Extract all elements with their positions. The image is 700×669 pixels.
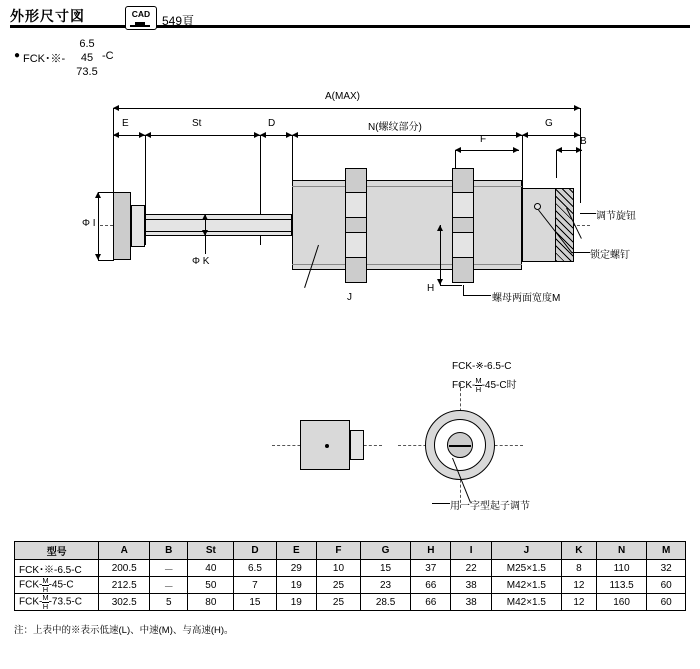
cylinder-body xyxy=(292,180,522,270)
model-prefix: FCK･※- xyxy=(23,53,66,65)
cell-d: 6.5 xyxy=(234,560,276,577)
cell-n: 160 xyxy=(596,594,647,611)
detail-slot-icon xyxy=(449,445,471,447)
cell-j: M42×1.5 xyxy=(491,594,561,611)
cell-st: 80 xyxy=(188,594,234,611)
cell-k: 8 xyxy=(561,560,596,577)
piston-rod xyxy=(145,214,292,236)
cell-model-frac-bottom: H xyxy=(42,601,49,611)
mount-flange xyxy=(113,192,131,260)
cad-icon[interactable] xyxy=(125,6,157,30)
cell-m: 32 xyxy=(647,560,686,577)
dim-line-h xyxy=(440,225,441,285)
table-head xyxy=(15,542,686,560)
dim-label-b: B xyxy=(580,136,587,147)
ext-line-a-right xyxy=(580,108,581,203)
callout-lock-screw: 锁定螺钉 xyxy=(590,250,630,261)
table-row xyxy=(15,594,686,611)
model-size-stack xyxy=(74,37,100,79)
model-suffix: -C xyxy=(102,50,114,62)
cell-f: 25 xyxy=(316,594,360,611)
cell-model-prefix: FCK- xyxy=(19,579,43,591)
cad-icon-label: CAD xyxy=(131,9,151,19)
cell-e: 29 xyxy=(276,560,316,577)
lock-nut-1-flat-b xyxy=(345,232,367,258)
th-model: 型号 xyxy=(15,542,99,560)
lock-screw xyxy=(534,203,541,210)
cell-g: 15 xyxy=(360,560,410,577)
cell-model-frac-bottom: H xyxy=(42,584,49,594)
th-k: K xyxy=(561,542,596,560)
ext-phi-i-top xyxy=(98,192,114,193)
th-j: J xyxy=(491,542,561,560)
ext-phi-i-bottom xyxy=(98,260,114,261)
dim-line-g xyxy=(522,135,580,136)
page-reference: 549頁 xyxy=(162,14,195,28)
dim-label-n: N(螺纹部分) xyxy=(368,122,422,133)
detail-side-cap xyxy=(350,430,364,460)
dim-line-phi-i xyxy=(98,192,99,260)
dim-arrow-n-left xyxy=(292,132,298,138)
cell-g: 23 xyxy=(360,577,410,594)
dim-arrow-g-left xyxy=(522,132,528,138)
cell-a: 302.5 xyxy=(99,594,150,611)
dim-label-e: E xyxy=(122,118,129,129)
leader-driver-h xyxy=(432,503,450,504)
callout-nut-width: 螺母两面宽度M xyxy=(492,293,561,304)
leader-nut-v xyxy=(463,285,464,295)
bullet-icon: ● xyxy=(14,50,21,61)
cell-model-frac-top: M xyxy=(42,593,49,602)
th-h: H xyxy=(411,542,451,560)
cell-i: 22 xyxy=(451,560,491,577)
table-row xyxy=(15,577,686,594)
cell-n: 110 xyxy=(596,560,647,577)
cell-model-suffix: -45-C xyxy=(48,579,74,591)
cell-i: 38 xyxy=(451,594,491,611)
technical-drawing xyxy=(0,80,700,520)
dim-arrow-phi-k-bottom xyxy=(202,230,208,236)
cell-e: 19 xyxy=(276,594,316,611)
cell-g: 28.5 xyxy=(360,594,410,611)
th-i: I xyxy=(451,542,491,560)
thread-line-top xyxy=(292,186,522,187)
detail-title-2-frac-top: M xyxy=(475,376,482,386)
cell-f: 10 xyxy=(316,560,360,577)
dim-label-f: F xyxy=(480,134,487,145)
dim-label-g: G xyxy=(545,118,553,129)
ext-line-h xyxy=(440,285,462,286)
cell-m: 60 xyxy=(647,577,686,594)
cell-model-prefix: FCK- xyxy=(19,596,43,608)
table-note: 注：上表中的※表示低速(L)、中速(M)、与高速(H)。 xyxy=(14,625,234,636)
detail-title-2 xyxy=(452,376,517,393)
dim-label-st: St xyxy=(192,118,202,129)
dim-arrow-e-left xyxy=(113,132,119,138)
th-g: G xyxy=(360,542,410,560)
th-b: B xyxy=(150,542,188,560)
cell-b: － xyxy=(150,560,188,577)
dim-label-phi-k: Φ K xyxy=(192,256,210,267)
cell-model xyxy=(15,577,99,594)
dim-arrow-d-left xyxy=(260,132,266,138)
thread-line-bottom xyxy=(292,264,522,265)
cell-n: 113.5 xyxy=(596,577,647,594)
th-st: St xyxy=(188,542,234,560)
dim-line-st xyxy=(145,135,260,136)
dim-label-phi-i: Φ I xyxy=(82,218,96,229)
cell-model-suffix: -73.5-C xyxy=(48,596,82,608)
th-f: F xyxy=(316,542,360,560)
cell-b: － xyxy=(150,577,188,594)
lock-nut-1-flat-a xyxy=(345,192,367,218)
cell-a: 200.5 xyxy=(99,560,150,577)
dim-arrow-f-right xyxy=(513,147,519,153)
cell-model-frac-top: M xyxy=(42,576,49,585)
model-designation xyxy=(14,36,414,80)
lock-nut-2 xyxy=(452,168,474,283)
lock-nut-2-flat-a xyxy=(452,192,474,218)
header-rule xyxy=(10,25,690,28)
cell-d: 7 xyxy=(234,577,276,594)
cell-model xyxy=(15,594,99,611)
cell-e: 19 xyxy=(276,577,316,594)
dim-label-a: A(MAX) xyxy=(325,91,360,102)
page-title: 外形尺寸図 xyxy=(10,8,85,24)
cell-f: 25 xyxy=(316,577,360,594)
lock-nut-2-flat-b xyxy=(452,232,474,258)
callout-adjust-knob: 调节旋钮 xyxy=(596,211,636,222)
detail-title-2-frac-bottom: H xyxy=(475,384,482,394)
model-size-option-1: 6.5 xyxy=(79,38,95,50)
cell-j: M25×1.5 xyxy=(491,560,561,577)
leader-nut-h xyxy=(463,295,491,296)
rod-line-bottom xyxy=(145,231,292,232)
dim-arrow-st-left xyxy=(145,132,151,138)
cell-h: 66 xyxy=(411,577,451,594)
dim-label-d: D xyxy=(268,118,276,129)
lock-nut-1 xyxy=(345,168,367,283)
th-a: A xyxy=(99,542,150,560)
leader-knob-h xyxy=(580,213,596,214)
table-header-row xyxy=(15,542,686,560)
rod-line-top xyxy=(145,219,292,220)
cell-i: 38 xyxy=(451,577,491,594)
table-body xyxy=(15,560,686,611)
model-size-option-2: 45 xyxy=(80,52,94,64)
cell-b: 5 xyxy=(150,594,188,611)
cell-a: 212.5 xyxy=(99,577,150,594)
dim-label-h: H xyxy=(427,283,435,294)
ext-line-a-left xyxy=(113,108,114,203)
th-n: N xyxy=(596,542,647,560)
cell-model: FCK･※-6.5-C xyxy=(15,560,99,577)
detail-title-1: FCK-※-6.5-C xyxy=(452,361,512,372)
callout-driver: 用一字型起子调节 xyxy=(450,501,530,512)
dim-arrow-h-top xyxy=(437,225,443,231)
cell-st: 50 xyxy=(188,577,234,594)
cell-h: 37 xyxy=(411,560,451,577)
cell-j: M42×1.5 xyxy=(491,577,561,594)
detail-title-2-suffix: -45-C时 xyxy=(481,380,517,391)
detail-side-center-dot xyxy=(325,444,329,448)
cell-d: 15 xyxy=(234,594,276,611)
dim-arrow-phi-k-top xyxy=(202,214,208,220)
page-header xyxy=(10,6,690,28)
ext-line-d-right xyxy=(292,135,293,180)
dim-label-j: J xyxy=(347,292,352,303)
th-m: M xyxy=(647,542,686,560)
table-row xyxy=(15,560,686,577)
model-size-option-3: 73.5 xyxy=(76,66,98,78)
cad-icon-base xyxy=(130,25,150,27)
cell-h: 66 xyxy=(411,594,451,611)
leader-screw-h xyxy=(572,252,590,253)
cell-k: 12 xyxy=(561,594,596,611)
th-d: D xyxy=(234,542,276,560)
detail-title-2-text: FCK- xyxy=(452,380,476,391)
ext-line-b-left xyxy=(556,150,557,178)
th-e: E xyxy=(276,542,316,560)
cell-k: 12 xyxy=(561,577,596,594)
flange-collar xyxy=(131,205,145,247)
dimension-table xyxy=(14,541,686,611)
dim-line-a xyxy=(113,108,580,109)
dim-arrow-b-right xyxy=(576,147,582,153)
dim-line-f xyxy=(455,150,519,151)
dim-line-n xyxy=(292,135,522,136)
cell-st: 40 xyxy=(188,560,234,577)
cell-m: 60 xyxy=(647,594,686,611)
